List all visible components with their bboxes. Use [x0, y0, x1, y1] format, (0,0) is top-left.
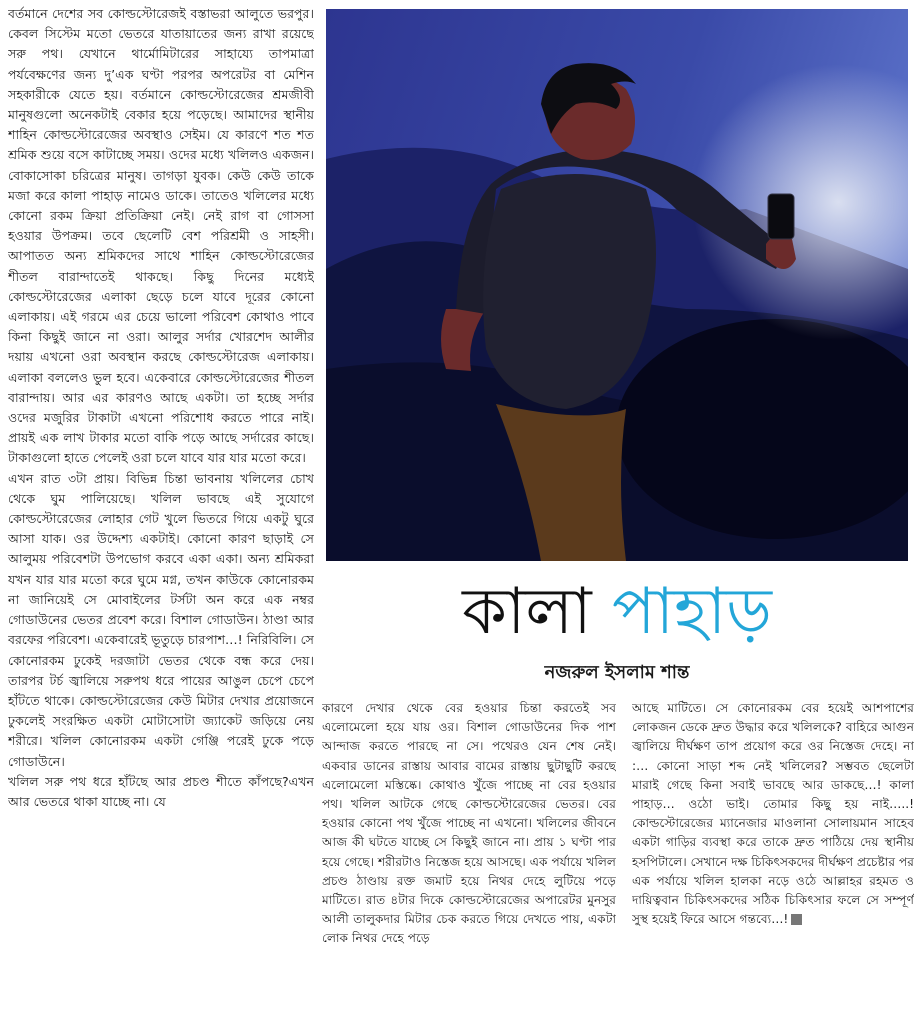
end-of-article-square-icon: [791, 914, 802, 925]
title-part-accent: পাহাড়: [612, 575, 772, 649]
paragraph-text: আছে মাটিতে। সে কোনোরকম বের হয়েই আশপাশের লোকজন ডেকে দ্রুত উদ্ধার করে খলিলকে? বাহিরে আগুন জ্বালিয়ে দীর্ঘক্ষণ তাপ প্রয়োগ করে ওর নিস্তেজ দেহে। না :… কোনো সাড়া শব্দ নেই খলিলের? সম্ভবত ছেলেটা মারাই গেছে কিনা সবাই ভাবছে আর ডাকছে…! কালা পাহাড়… ওঠো ভাই। তোমার কিছু হয় নাই…..! কোল্ডস্টোরেজের ম্যানেজার মাওলানা সোলায়মান সাহেব একটা গাড়ির ব্যবস্থা করে তাকে দ্রুত পাঠিয়ে দেয় স্থানীয় হসপিটালে। সেখানে দক্ষ চিকিৎসকদের দীর্ঘক্ষণ প্রচেষ্টার পর এক পর্যায়ে খলিল হালকা নড়ে ওঠে আল্লাহর রহমত ও দায়িত্ববান চিকিৎসকদের সঠিক চিকিৎসার ফলে সে সম্পূর্ণ সুস্থ হয়েই ফিরে আসে গন্তব্যে…!: [632, 701, 914, 927]
article-column-right: [632, 699, 914, 1021]
man-with-phone-night-illustration: [326, 9, 908, 561]
article-title: [326, 566, 908, 658]
paragraph: খলিল সরু পথ ধরে হাঁটছে আর প্রচণ্ড শীতে কাঁপছে?এখন আর ভেতরে থাকা যাচ্ছে না। যে: [8, 773, 314, 809]
title-part-dark: কালা: [462, 575, 592, 649]
paragraph: বর্তমানে দেশের সব কোল্ডস্টোরেজই বস্তাভরা আলুতে ভরপুর। কেবল সিস্টেম মতো ভেতরে যাতায়াতের জন্য রাখা রয়েছে সরু পথ। যেখানে থার্মোমিটারের সাহায্যে তাপমাত্রা পর্যবেক্ষণের জন্য দু’এক ঘণ্টা পরপর অপরেটর বা মেশিন সহকারীকে যেতে হয়। বর্তমানে কোল্ডস্টোরেজের শ্রমজীবী মানুষগুলো অনেকটাই বেকার হয়ে পড়েছে। আমাদের স্থানীয় শাহিন কোল্ডস্টোরেজের অবস্থাও সেইম। যে কারণে শত শত শ্রমিক শুয়ে বসে কাটাচ্ছে সময়। ওদের মধ্যে খলিলও একজন। বোকাসোকা চরিত্রের মানুষ। তাগড়া যুবক। কেউ কেউ তাকে মজা করে কালা পাহাড় নামেও ডাকে। তাতেও খলিলের মধ্যে কোনো রকম ক্রিয়া প্রতিক্রিয়া নেই। নেই রাগ বা গোসসা হওয়ার উপক্রম। তবে ছেলেটি বেশ পরিশ্রমী ও সাহসী। আপাতত অন্য শ্রমিকদের সাথে শাহিন কোল্ডস্টোরেজের শীতল বারান্দাতেই থাকছে। কিছু দিনের মধ্যেই কোল্ডস্টোরেজের এলাকা ছেড়ে চলে যাবে দূরের কোনো এলাকায়। এই গরমে এর চেয়ে ভালো পরিবেশ কোথাও পাবে কিনা কিছুই জানে না ওরা। আলুর সর্দার খোরশেদ আলীর দয়ায় এখনো ওরা অবস্থান করছে কোল্ডস্টোরেজ এলাকায়। এলাকা বললেও ভুল হবে। একেবারে কোল্ডস্টোরেজের শীতল বারান্দায়। আর এর কারণও আছে একটা। তা হচ্ছে সর্দার ওদের মজুরির টাকাটা এখনো পরিশোধ করতে পারে নাই। প্রায়ই এক লাখ টাকার মতো বাকি পড়ে আছে সর্দারের কাছে। টাকাগুলো হাতে পেলেই ওরা চলে যাবে যার যার মতো করে।: [8, 6, 314, 466]
paragraph: কারণে দেখার থেকে বের হওয়ার চিন্তা করতেই সব এলোমেলো হয়ে যায় ওর। বিশাল গোডাউনের দিক পাশ আন্দাজ করতে পারছে না সে। পথেরও যেন শেষ নেই। একবার ডানের রাস্তায় আবার বামের রাস্তায় ছুটাছুটি করছে এলোমেলো মস্তিষ্কে। কোথাও খুঁজে পাচ্ছে না বের হওয়ার পথ। খলিল আটকে গেছে কোল্ডস্টোরেজের ভেতর। বের হওয়ার কোনো পথ খুঁজে পাচ্ছে না এখনো। খলিলের জীবনে আজ কী ঘটতে যাচ্ছে সে কিছুই জানে না। প্রায় ১ ঘণ্টা পার হয়ে গেছে। শরীরটাও নিস্তেজ হয়ে আসছে। এক পর্যায়ে খলিল প্রচণ্ড ঠাণ্ডায় রক্ত জমাট হয়ে নিথর দেহে লুটিয়ে পড়ে মাটিতে। রাত ৪টার দিকে কোল্ডস্টোরেজের অপারেটর মুনসুর আলী তালুকদার মিটার চেক করতে গিয়ে দেখতে পায়, একটা লোক নিথর দেহে পড়ে: [322, 701, 616, 946]
paragraph: [632, 699, 914, 929]
author-name: নজরুল ইসলাম শান্ত: [544, 662, 690, 683]
article-column-middle: [322, 699, 616, 1021]
paragraph: এখন রাত ৩টা প্রায়। বিভিন্ন চিন্তা ভাবনায় খলিলের চোখ থেকে ঘুম পালিয়েছে। খলিল ভাবছে এই সুযোগে কোল্ডস্টোরেজের লোহার গেট খুলে ভিতরে গিয়ে একটু ঘুরে আসা যাক। ওর উদ্দেশ্য একটাই। কোনো কারণ ছাড়াই সে আলুময় পরিবেশটা উপভোগ করবে একা একা। অন্য শ্রমিকরা যখন যার যার মতো করে ঘুমে মগ্ন, তখন কাউকে কোনোরকম না জানিয়েই সে মোবাইলের টর্সটা অন করে এক নম্বর গোডাউনের ভেতর প্রবেশ করে। বিশাল গোডাউন। ঠাণ্ডা আর বরফের পরিবেশ। একেবারেই ভূতুড়ে চারপাশ…! নিরিবিলি। সে কোনোরকম ঢুকেই দরজাটা ভেতর থেকে বন্ধ করে দেয়। তারপর টর্চ জ্বালিয়ে সরুপথ ধরে পায়ের আঙুল চেপে চেপে হাঁটতে থাকে। কোল্ডস্টোরেজের কেউ মিটার দেখার প্রয়োজনে ঢুকলেই সংরক্ষিত একটা মোটাসোটা জ্যাকেট জড়িয়ে নেয় শরীরে। খলিল কোনোরকম একটা গেঞ্জি পরেই ঢুকে পড়ে গোডাউনে।: [8, 470, 314, 769]
article-column-left: [8, 4, 314, 1026]
